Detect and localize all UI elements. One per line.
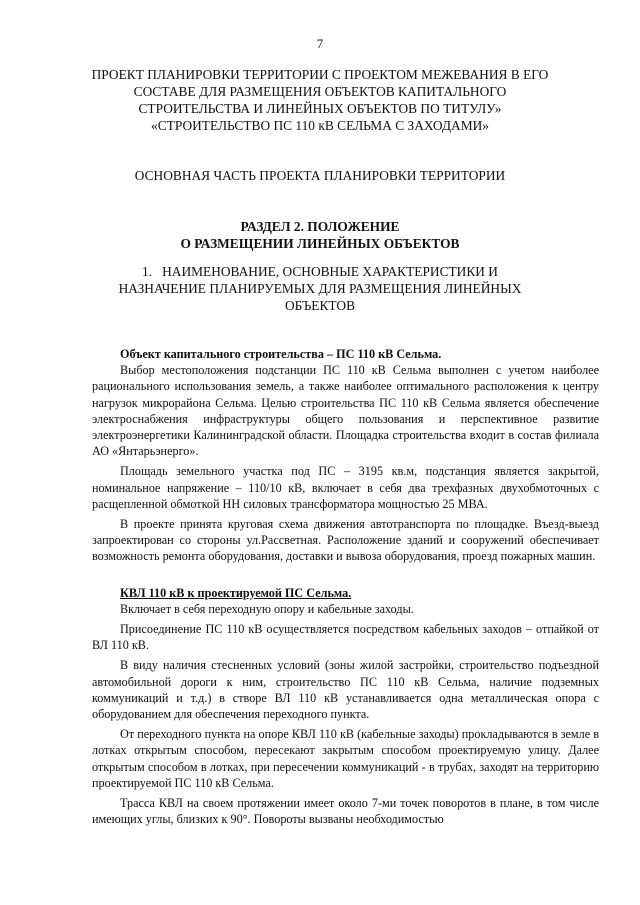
paragraph: От переходного пункта на опоре КВЛ 110 кВ (кабельные заходы) прокладываются в земле в лотках открытым способом, пересекают закрытым способом проектируемую улицу. Далее открытым способом в лотках, при пересечении коммуникаций - в трубах, заходят на территорию проектируемой ПС 110 кВ Сельма. [92, 727, 599, 790]
paragraph: Выбор местоположения подстанции ПС 110 кВ Сельма выполнен с учетом наиболее рационального использования земель, а также наиболее оптимального расположения к центру нагрузок микрорайона Сельма. Целью строительства ПС 110 кВ Сельма является обеспечение электроснабжения инфраструктуры общего пользования и перспективное развитие электроэнергетики Калининградской области. Площадка строительства входит в состав филиала АО «Янтарьэнерго». [92, 363, 599, 459]
title-line: «СТРОИТЕЛЬСТВО ПС 110 кВ СЕЛЬМА С ЗАХОДАМИ» [151, 118, 489, 133]
object-heading-cable-line: КВЛ 110 кВ к проектируемой ПС Сельма. [120, 585, 352, 600]
paragraph: Трасса КВЛ на своем протяжении имеет около 7-ми точек поворотов в плане, в том числе имеющих углы, близких к 90°. Повороты вызваны необходимостью [92, 796, 599, 827]
chapter-heading-line: ОБЪЕКТОВ [284, 298, 356, 313]
section-heading [60, 218, 580, 252]
document-subtitle: ОСНОВНАЯ ЧАСТЬ ПРОЕКТА ПЛАНИРОВКИ ТЕРРИТОРИИ [134, 168, 506, 183]
document-body [92, 346, 599, 827]
title-line: СТРОИТЕЛЬСТВА И ЛИНЕЙНЫХ ОБЪЕКТОВ ПО ТИТУЛУ» [138, 101, 502, 116]
chapter-heading-line: НАЗНАЧЕНИЕ ПЛАНИРУЕМЫХ ДЛЯ РАЗМЕЩЕНИЯ ЛИНЕЙНЫХ [118, 281, 522, 296]
chapter-heading-line: 1. НАИМЕНОВАНИЕ, ОСНОВНЫЕ ХАРАКТЕРИСТИКИ И [142, 264, 498, 279]
paragraph: Присоединение ПС 110 кВ осуществляется посредством кабельных заходов – отпайкой от ВЛ 110 кВ. [92, 622, 599, 653]
paragraph: В виду наличия стесненных условий (зоны жилой застройки, строительство подъездной автомобильной дороги к ним, строительство ПС 110 кВ Сельма, наличие подземных коммуникаций и т.д.) в створе ВЛ 110 кВ устанавливается одна металлическая опора с оборудованием для обеспечения переходного пункта. [92, 658, 599, 722]
title-line: СОСТАВЕ ДЛЯ РАЗМЕЩЕНИЯ ОБЪЕКТОВ КАПИТАЛЬНОГО [133, 84, 507, 99]
paragraph: В проекте принята круговая схема движения автотранспорта по площадке. Въезд-выезд запроектирован со стороны ул.Рассветная. Расположение зданий и сооружений обеспечивает возможность ремонта оборудования, доставки и вывоза оборудования, проезд пожарных машин. [92, 517, 599, 564]
paragraph: Включает в себя переходную опору и кабельные заходы. [120, 601, 414, 616]
page-number: 7 [316, 36, 324, 51]
title-line: ПРОЕКТ ПЛАНИРОВКИ ТЕРРИТОРИИ С ПРОЕКТОМ МЕЖЕВАНИЯ В ЕГО [91, 67, 549, 82]
chapter-heading [80, 263, 560, 314]
object-heading-substation: Объект капитального строительства – ПС 110 кВ Сельма. [120, 347, 442, 361]
paragraph: Площадь земельного участка под ПС – 3195 кв.м, подстанция является закрытой, номинальное напряжение – 110/10 кВ, включает в себя два трехфазных двухобмоточных с расщепленной обмоткой НН силовых трансформатора мощностью 25 МВА. [92, 464, 599, 511]
section-heading-line: РАЗДЕЛ 2. ПОЛОЖЕНИЕ [240, 219, 400, 234]
section-heading-line: О РАЗМЕЩЕНИИ ЛИНЕЙНЫХ ОБЪЕКТОВ [180, 236, 460, 251]
document-title [60, 66, 580, 134]
